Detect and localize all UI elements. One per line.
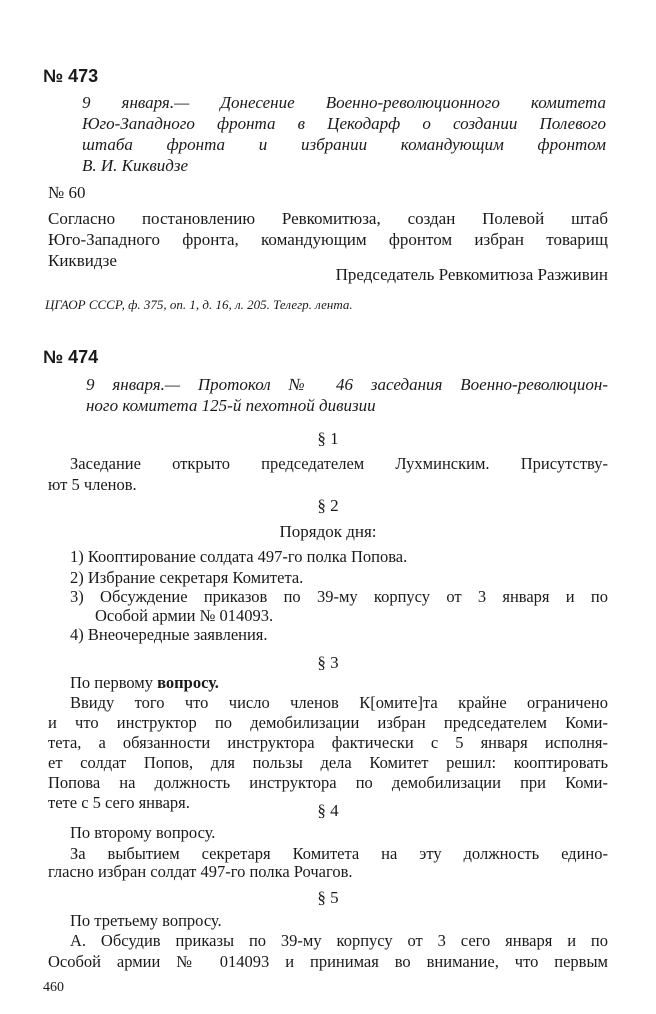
agenda-title: Порядок дня: [279, 522, 377, 541]
agenda-item: 1) Кооптирование солдата 497-го полка Попова. [70, 547, 408, 566]
question-bold: вопросу. [157, 673, 219, 692]
heading-line: 9 января.— Донесение Военно-революционного комитета [82, 93, 606, 112]
section-3-line: Попова на должность инструктора по демобилизации при Коми- [48, 773, 608, 792]
heading-line: 9 января.— Протокол № 46 заседания Военно-революцион- [86, 375, 608, 394]
section-4-title: § 4 [317, 801, 339, 820]
heading-line: ного комитета 125-й пехотной дивизии [86, 396, 376, 415]
section-3-question [70, 672, 219, 693]
section-4-line: гласно избран солдат 497-го полка Рочагов. [48, 862, 353, 881]
agenda-item-continuation: Особой армии № 014093. [95, 606, 274, 625]
section-3-line: ет солдат Попов, для пользы дела Комитет решил: кооптировать [48, 753, 608, 772]
section-5-question: По третьему вопросу. [70, 911, 222, 930]
heading-line: штаба фронта и избрании командующим фронтом [82, 135, 606, 154]
page-number: 460 [43, 980, 64, 995]
agenda-item: 3) Обсуждение приказов по 39-му корпусу от 3 января и по [70, 587, 608, 606]
doc-474-number: № 474 [43, 347, 99, 367]
question-prefix: По первому [70, 673, 158, 692]
section-4-question: По второму вопросу. [70, 823, 216, 842]
agenda-item: 2) Избрание секретаря Комитета. [70, 568, 304, 587]
body-line: Юго-Западного фронта, командующим фронтом избран товарищ [48, 230, 608, 249]
section-3-line: тета, а обязанности инструктора фактически с 5 января исполня- [48, 733, 608, 752]
section-5-line: Особой армии № 014093 и принимая во внимание, что первым [48, 952, 608, 971]
section-1-title: § 1 [317, 429, 339, 448]
body-line: Согласно постановлению Ревкомитюза, создан Полевой штаб [48, 209, 608, 228]
section-3-line: и что инструктор по демобилизации избран председателем Коми- [48, 713, 608, 732]
body-line: Киквидзе [48, 251, 117, 270]
heading-line: В. И. Киквидзе [82, 156, 189, 175]
agenda-item: 4) Внеочередные заявления. [70, 625, 268, 644]
section-3-line: Ввиду того что число членов К[омите]та крайне ограничено [70, 693, 608, 712]
telegram-number: № 60 [48, 183, 86, 202]
section-1-line: ют 5 членов. [48, 475, 137, 494]
doc-473-number: № 473 [43, 66, 99, 86]
section-1-line: Заседание открыто председателем Лухминским. Присутству- [70, 454, 608, 473]
signature: Председатель Ревкомитюза Разживин [335, 265, 608, 284]
section-5-line: А. Обсудив приказы по 39-му корпусу от 3 сего января и по [70, 931, 608, 950]
archive-source: ЦГАОР СССР, ф. 375, оп. 1, д. 16, л. 205. Телегр. лента. [45, 297, 353, 312]
section-5-title: § 5 [317, 888, 339, 907]
section-2-title: § 2 [317, 496, 339, 515]
section-3-line: тете с 5 сего января. [48, 793, 190, 812]
section-4-line: За выбытием секретаря Комитета на эту должность едино- [70, 844, 608, 863]
section-3-title: § 3 [317, 653, 339, 672]
heading-line: Юго-Западного фронта в Цекодарф о создании Полевого [82, 114, 606, 133]
